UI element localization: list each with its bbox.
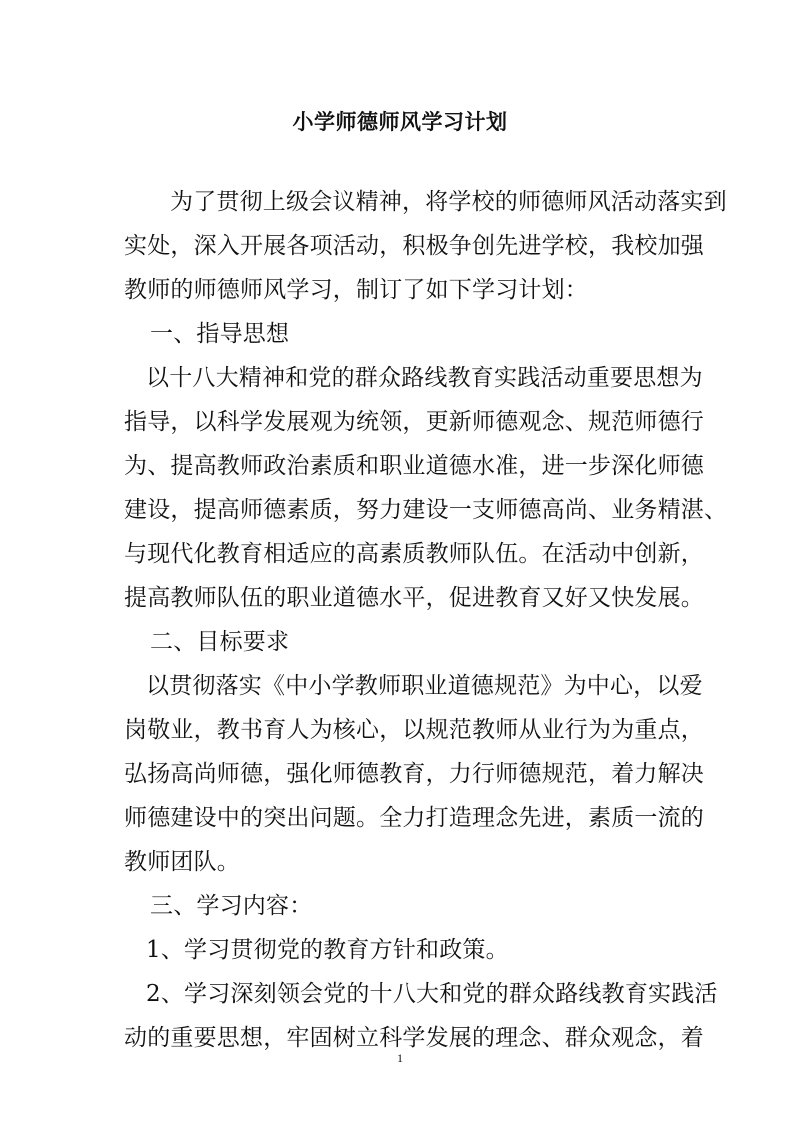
body-line: 与现代化教育相适应的高素质教师队伍。在活动中创新，	[124, 541, 704, 567]
body-line: 以十八大精神和党的群众路线教育实践活动重要思想为	[146, 365, 703, 391]
body-line: 弘扬高尚师德，强化师德教育，力行师德规范，着力解决	[124, 761, 704, 787]
body-line: 岗敬业，教书育人为核心，以规范教师从业行为为重点，	[124, 717, 704, 743]
section-heading: 一、指导思想	[150, 321, 290, 347]
page-number: 1	[397, 1051, 403, 1065]
body-line: 教师的师德师风学习，制订了如下学习计划：	[124, 277, 588, 303]
body-line: 教师团队。	[124, 849, 240, 875]
section-heading: 二、目标要求	[150, 629, 290, 655]
body-line: 动的重要思想，牢固树立科学发展的理念、群众观念，着	[124, 1025, 704, 1051]
document-title: 小学师德师风学习计划	[292, 109, 508, 134]
body-line: 指导，以科学发展观为统领，更新师德观念、规范师德行	[124, 409, 704, 435]
body-line: 为了贯彻上级会议精神，将学校的师德师风活动落实到	[170, 189, 727, 215]
body-line: 实处，深入开展各项活动，积极争创先进学校，我校加强	[124, 233, 704, 259]
list-item: 2、学习深刻领会党的十八大和党的群众路线教育实践活	[146, 981, 718, 1007]
document-body	[124, 180, 728, 1060]
body-line: 提高教师队伍的职业道德水平，促进教育又好又快发展。	[124, 585, 704, 611]
body-line: 建设，提高师德素质，努力建设一支师德高尚、业务精湛、	[124, 497, 728, 523]
body-line: 为、提高教师政治素质和职业道德水准，进一步深化师德	[124, 453, 704, 479]
list-item: 1、学习贯彻党的教育方针和政策。	[146, 937, 509, 963]
section-heading: 三、学习内容：	[150, 893, 313, 919]
body-line: 以贯彻落实《中小学教师职业道德规范》为中心，以爱	[146, 673, 703, 699]
body-line: 师德建设中的突出问题。全力打造理念先进，素质一流的	[124, 805, 704, 831]
